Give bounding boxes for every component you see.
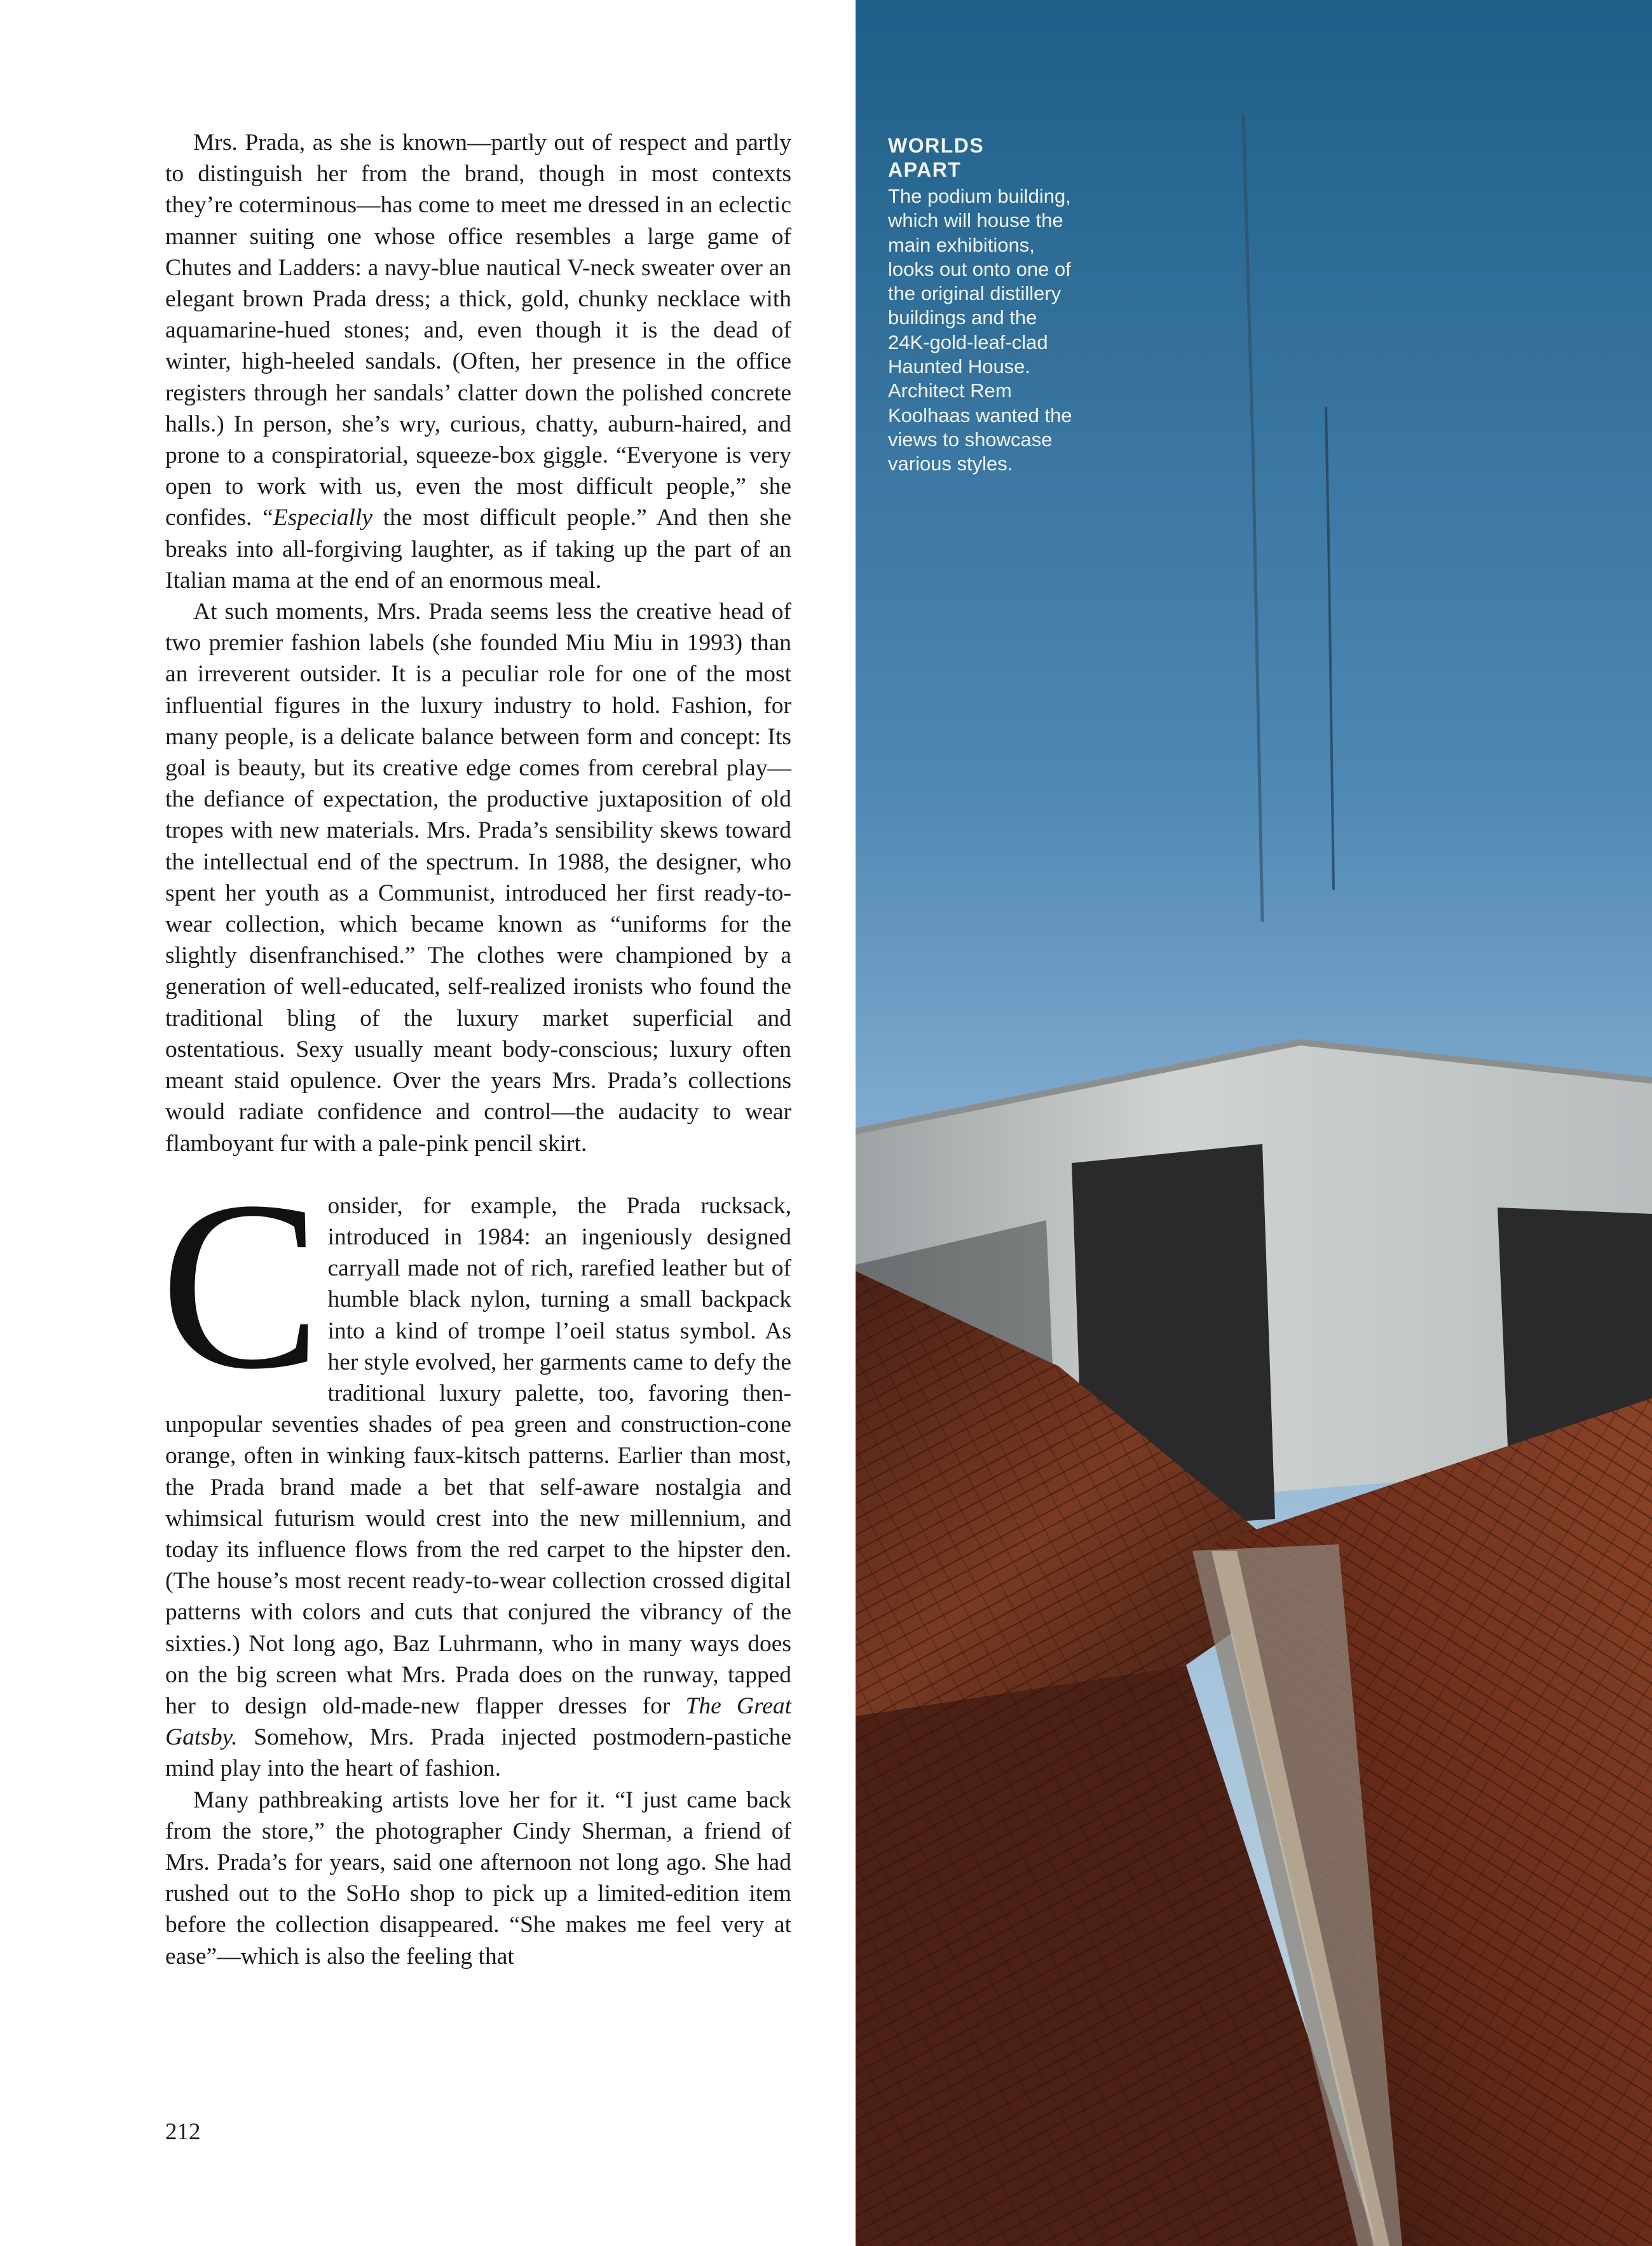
page-number: 212 [165,2119,201,2145]
caption-title: WORLDS APART [888,134,985,181]
article-paragraph: Mrs. Prada, as she is known—partly out of respect and partly to distinguish her from the brand, though in most contexts they’re coterminous—has come to meet me dressed in an eclectic manner suiting one whose office resembles a large game of Chutes and Ladders: a navy-blue nautical V-neck sweater over an elegant brown Prada dress; a thick, gold, chunky necklace with aquamarine-hued stones; and, even though it is the dead of winter, high-heeled sandals. (Often, her presence in the office registers through her sandals’ clatter down the polished concrete halls.) In person, she’s wry, curious, chatty, auburn-haired, and prone to a conspiratorial, squeeze-box giggle. “Everyone is very open to work with us, even the most difficult people,” she confides. “Especially the most difficult people.” And then she breaks into all-forgiving laughter, as if taking up the part of an Italian mama at the end of an enormous meal. [165,130,792,594]
article-paragraph: Many pathbreaking artists love her for it. “I just came back from the store,” the photographer Cindy Sherman, a friend of Mrs. Prada’s for years, said one afternoon not long ago. She had rushed out to the SoHo shop to pick up a limited-edition item before the collection disappeared. “She makes me feel very at ease”—which is also the feeling that [165,1787,791,1970]
article-paragraph: Consider, for example, the Prada rucksack, introduced in 1984: an ingeniously designed carryall made not of rich, rarefied leather but of humble black nylon, turning a small backpack into a kind of trompe l’oeil status symbol. As her style evolved, her garments came to defy the traditional luxury palette, too, favoring then-unpopular seventies shades of pea green and construction-cone orange, often in winking faux-kitsch patterns. Earlier than most, the Prada brand made a bet that self-aware nostalgia and whimsical futurism would crest into the new millennium, and today its influence flows from the red carpet to the hipster den. (The house’s most recent ready-to-wear collection crossed digital patterns with colors and cuts that conjured the vibrancy of the sixties.) Not long ago, Baz Luhrmann, who in many ways does on the big screen what Mrs. Prada does on the runway, tapped her to design old-made-new flapper dresses for The Great Gatsby. Somehow, Mrs. Prada injected postmodern-pastiche mind play into the heart of fashion. [160,1151,791,1782]
article-paragraph: At such moments, Mrs. Prada seems less the creative head of two premier fashion labels (she founded Miu Miu in 1993) than an irreverent outsider. It is a peculiar role for one of the most influential figures in the luxury industry to hold. Fashion, for many people, is a delicate balance between form and concept: Its goal is beauty, but its creative edge comes from cerebral play—the defiance of expectation, the productive juxtaposition of old tropes with new materials. Mrs. Prada’s sensibility skews toward the intellectual end of the spectrum. In 1988, the designer, who spent her youth as a Communist, introduced her first ready-to-wear collection, which became known as “uniforms for the slightly disenfranchised.” The clothes were championed by a generation of well-educated, self-realized ironists who found the traditional bling of the luxury market superficial and ostentatious. Sexy usually meant body-conscious; luxury often meant staid opulence. Over the years Mrs. Prada’s collections would radiate confidence and control—the audacity to wear flamboyant fur with a pale-pink pencil skirt. [165,599,791,1157]
caption-body: The podium building, which will house the main exhibitions, looks out onto one of the original distillery buildings and the 24K-gold-leaf-clad Haunted House. Architect Rem Koolhaas wanted the views to showcase various styles. [888,185,1072,475]
drop-cap: C [160,1151,322,1419]
photo-caption [888,133,1079,477]
article-body [160,127,792,1972]
